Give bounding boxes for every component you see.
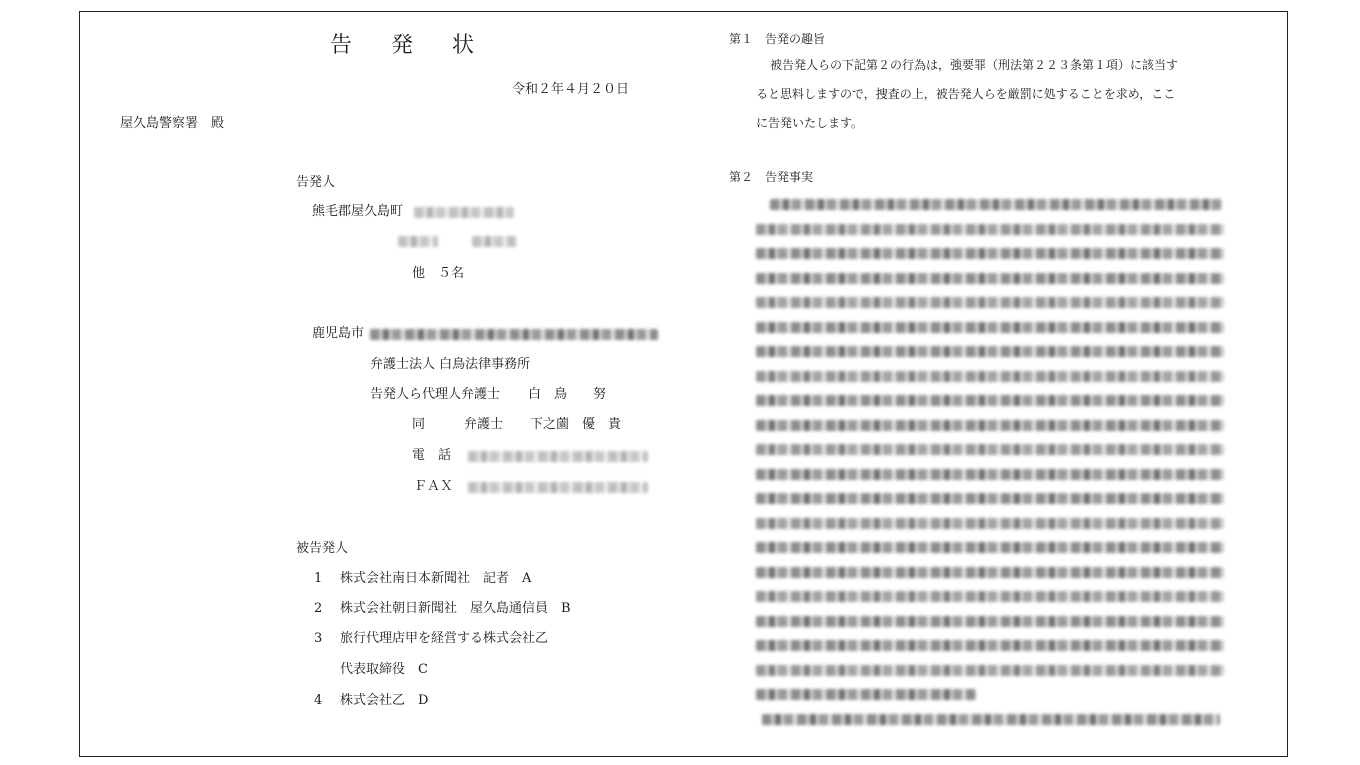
- section1-line: に告発いたします。: [756, 116, 864, 130]
- redacted-line: [756, 297, 1224, 308]
- redacted-line: [756, 567, 1224, 578]
- redacted-line: [756, 640, 1224, 651]
- document-date: 令和２年４月２０日: [512, 82, 630, 97]
- redacted-line: [770, 199, 1222, 210]
- redacted-agent-address: [370, 329, 658, 340]
- redacted-name-1: [398, 236, 438, 247]
- accused-item: 株式会社乙 D: [340, 693, 429, 708]
- redacted-line: [762, 714, 1220, 725]
- accused-item: 旅行代理店甲を経営する株式会社乙: [340, 631, 549, 646]
- fax-label: ＦＡＸ: [414, 479, 454, 494]
- redacted-line: [756, 224, 1224, 235]
- redacted-line: [756, 248, 1224, 259]
- redacted-phone: [468, 451, 648, 462]
- redacted-line: [756, 395, 1224, 406]
- redacted-line: [756, 444, 1224, 455]
- redacted-name-2: [472, 236, 516, 247]
- section1-line: 被告発人らの下記第２の行為は，強要罪（刑法第２２３条第１項）に該当す: [770, 58, 1179, 72]
- redacted-line: [756, 542, 1224, 553]
- redacted-line: [756, 322, 1224, 333]
- redacted-line: [756, 371, 1224, 382]
- redacted-line: [756, 346, 1224, 357]
- complainant-heading: 告発人: [296, 175, 336, 190]
- accused-item: 株式会社南日本新聞社 記者 A: [340, 571, 532, 586]
- attorney1-role: 告発人ら代理人弁護士: [370, 387, 501, 402]
- phone-label: 電 話: [412, 448, 452, 463]
- accused-num: 3: [314, 631, 323, 646]
- redacted-line: [756, 420, 1224, 431]
- agent-address: 鹿児島市: [312, 326, 365, 341]
- attorney2-name: 下之薗 優 貴: [530, 417, 622, 432]
- redacted-line: [756, 591, 1224, 602]
- redacted-line: [756, 273, 1224, 284]
- accused-num: 1: [314, 571, 323, 586]
- document-title: 告 発 状: [330, 33, 490, 58]
- attorney2-role: 同 弁護士: [412, 417, 504, 432]
- complainant-others: 他 ５名: [412, 266, 465, 281]
- attorney1-name: 白 鳥 努: [528, 387, 607, 402]
- accused-heading: 被告発人: [296, 541, 349, 556]
- addressee: 屋久島警察署 殿: [120, 116, 225, 131]
- redacted-line: [756, 469, 1224, 480]
- section2-heading: 第２ 告発事実: [729, 170, 814, 184]
- accused-item: 代表取締役 C: [340, 662, 428, 677]
- redacted-line: [756, 616, 1224, 627]
- redacted-fax: [468, 482, 648, 493]
- accused-num: 4: [314, 693, 323, 708]
- redacted-line: [756, 665, 1224, 676]
- section1-line: ると思料しますので，捜査の上，被告発人らを厳罰に処することを求め，ここ: [756, 87, 1176, 101]
- redacted-address: [414, 207, 514, 218]
- accused-num: 2: [314, 601, 323, 616]
- law-firm-name: 弁護士法人 白鳥法律事務所: [370, 357, 531, 372]
- redacted-line: [756, 689, 976, 700]
- accused-item: 株式会社朝日新聞社 屋久島通信員 B: [340, 601, 571, 616]
- complainant-address: 熊毛郡屋久島町: [312, 204, 404, 219]
- redacted-line: [756, 493, 1224, 504]
- section1-heading: 第１ 告発の趣旨: [729, 32, 826, 46]
- redacted-line: [756, 518, 1224, 529]
